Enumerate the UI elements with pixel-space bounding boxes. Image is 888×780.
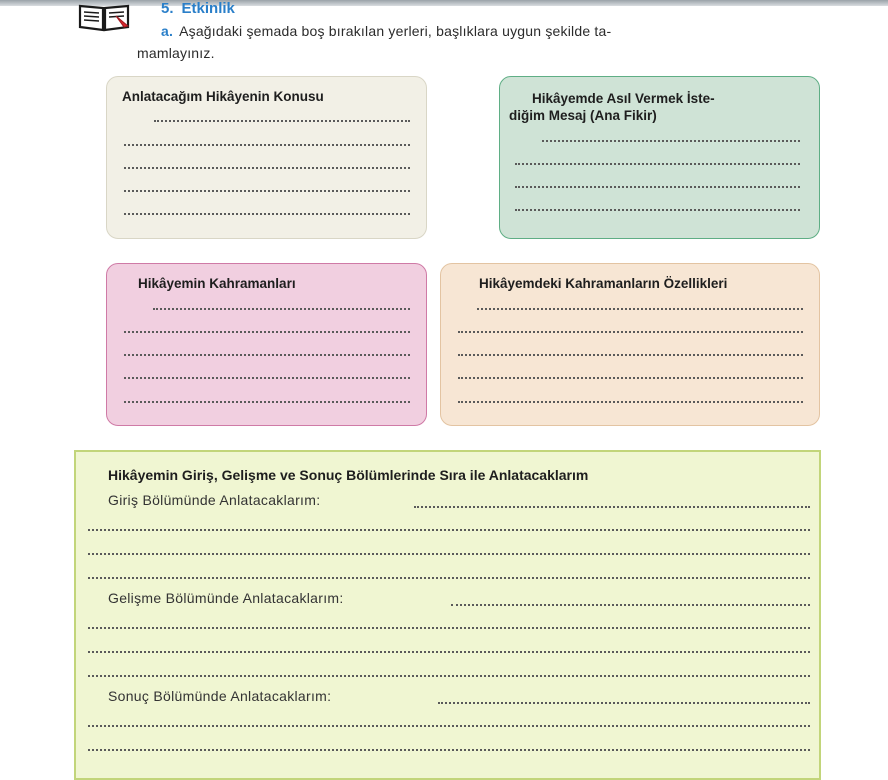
intro-line-3[interactable] <box>88 553 810 555</box>
development-line-1[interactable] <box>451 604 810 606</box>
conclusion-line-2[interactable] <box>88 725 810 727</box>
message-line-3[interactable] <box>515 186 800 188</box>
intro-line-1[interactable] <box>414 506 810 508</box>
intro-line-4[interactable] <box>88 577 810 579</box>
development-line-2[interactable] <box>88 627 810 629</box>
topic-box <box>106 76 427 239</box>
message-line-1[interactable] <box>542 140 800 142</box>
message-box <box>499 76 820 239</box>
topic-line-3[interactable] <box>124 167 410 169</box>
topic-line-1[interactable] <box>154 120 410 122</box>
traits-line-1[interactable] <box>477 308 803 310</box>
development-line-4[interactable] <box>88 675 810 677</box>
story-sections-box <box>74 450 821 780</box>
conclusion-line-3[interactable] <box>88 749 810 751</box>
message-line-4[interactable] <box>515 209 800 211</box>
topic-box-title: Anlatacağım Hikâyenin Konusu <box>122 89 324 104</box>
heroes-line-4[interactable] <box>124 377 410 379</box>
heroes-line-5[interactable] <box>124 401 410 403</box>
intro-line-2[interactable] <box>88 529 810 531</box>
conclusion-section-label: Sonuç Bölümünde Anlatacaklarım: <box>108 688 332 704</box>
development-line-3[interactable] <box>88 651 810 653</box>
heroes-line-1[interactable] <box>153 308 410 310</box>
traits-box <box>440 263 820 426</box>
topic-line-4[interactable] <box>124 190 410 192</box>
traits-line-3[interactable] <box>458 354 803 356</box>
intro-section-label: Giriş Bölümünde Anlatacaklarım: <box>108 492 321 508</box>
instruction-line-1: Aşağıdaki şemada boş bırakılan yerleri, başlıklara uygun şekilde ta- <box>179 23 612 39</box>
instruction-text <box>137 20 821 61</box>
conclusion-line-1[interactable] <box>438 702 810 704</box>
heroes-box-title: Hikâyemin Kahramanları <box>138 276 296 291</box>
message-box-title-line-2: diğim Mesaj (Ana Fikir) <box>509 108 657 123</box>
activity-number: 5. <box>161 0 174 17</box>
topic-line-2[interactable] <box>124 144 410 146</box>
message-box-title-line-1: Hikâyemde Asıl Vermek İste- <box>532 91 715 106</box>
heroes-box <box>106 263 427 426</box>
development-section-label: Gelişme Bölümünde Anlatacaklarım: <box>108 590 344 606</box>
heroes-line-3[interactable] <box>124 354 410 356</box>
open-book-icon <box>76 2 134 32</box>
traits-line-2[interactable] <box>458 331 803 333</box>
message-line-2[interactable] <box>515 163 800 165</box>
activity-heading <box>161 0 235 17</box>
traits-line-5[interactable] <box>458 401 803 403</box>
activity-title: Etkinlik <box>181 0 235 17</box>
heroes-line-2[interactable] <box>124 331 410 333</box>
instruction-letter: a. <box>161 23 174 39</box>
instruction-line-2: mamlayınız. <box>137 45 215 61</box>
story-sections-title: Hikâyemin Giriş, Gelişme ve Sonuç Bölümlerinde Sıra ile Anlatacaklarım <box>108 467 589 483</box>
topic-line-5[interactable] <box>124 213 410 215</box>
traits-line-4[interactable] <box>458 377 803 379</box>
traits-box-title: Hikâyemdeki Kahramanların Özellikleri <box>479 276 728 291</box>
